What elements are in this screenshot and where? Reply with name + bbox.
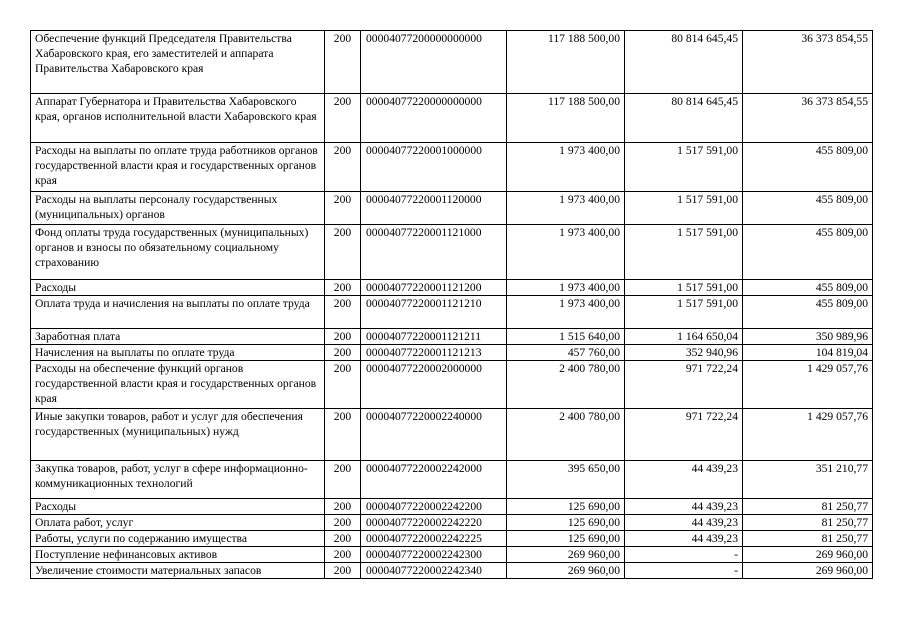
row-kbk-cell: 00004077220001121200 [361,280,507,296]
table-row [31,515,873,531]
row-executed-cell: 80 814 645,45 [625,31,743,94]
row-approved-cell: 1 515 640,00 [507,329,625,345]
row-code-cell: 200 [325,94,361,143]
row-approved-cell: 2 400 780,00 [507,361,625,409]
row-unexecuted-cell: 455 809,00 [743,143,873,192]
row-kbk-cell: 00004077220002242200 [361,499,507,515]
row-approved-cell: 1 973 400,00 [507,143,625,192]
row-name-cell: Обеспечение функций Председателя Правительства Хабаровского края, его заместителей и аппарата Правительства Хабаровского края [31,31,325,94]
row-kbk-cell: 00004077220000000000 [361,94,507,143]
row-kbk-cell: 00004077220002000000 [361,361,507,409]
row-executed-cell: 44 439,23 [625,515,743,531]
row-executed-cell: 44 439,23 [625,461,743,499]
row-unexecuted-cell: 1 429 057,76 [743,409,873,461]
table-row [31,563,873,579]
row-executed-cell: 1 164 650,04 [625,329,743,345]
row-unexecuted-cell: 36 373 854,55 [743,94,873,143]
row-name-cell: Иные закупки товаров, работ и услуг для обеспечения государственных (муниципальных) нужд [31,409,325,461]
row-name-cell: Расходы на обеспечение функций органов государственной власти края и государственных органов края [31,361,325,409]
row-name-cell: Расходы [31,499,325,515]
row-code-cell: 200 [325,225,361,280]
row-kbk-cell: 00004077220001121000 [361,225,507,280]
row-code-cell: 200 [325,192,361,225]
row-code-cell: 200 [325,547,361,563]
row-code-cell: 200 [325,345,361,361]
row-approved-cell: 125 690,00 [507,515,625,531]
row-executed-cell: 971 722,24 [625,409,743,461]
row-executed-cell: - [625,563,743,579]
row-kbk-cell: 00004077220001121213 [361,345,507,361]
table-row [31,225,873,280]
row-executed-cell: 1 517 591,00 [625,280,743,296]
row-unexecuted-cell: 351 210,77 [743,461,873,499]
row-code-cell: 200 [325,409,361,461]
row-code-cell: 200 [325,329,361,345]
row-code-cell: 200 [325,461,361,499]
table-row [31,31,873,94]
row-approved-cell: 125 690,00 [507,531,625,547]
row-code-cell: 200 [325,563,361,579]
row-name-cell: Расходы на выплаты по оплате труда работников органов государственной власти края и государственных органов края [31,143,325,192]
table-row [31,280,873,296]
row-code-cell: 200 [325,143,361,192]
row-name-cell: Расходы на выплаты персоналу государственных (муниципальных) органов [31,192,325,225]
row-unexecuted-cell: 269 960,00 [743,563,873,579]
row-unexecuted-cell: 1 429 057,76 [743,361,873,409]
row-kbk-cell: 00004077220001121210 [361,296,507,329]
table-row [31,361,873,409]
row-name-cell: Работы, услуги по содержанию имущества [31,531,325,547]
row-unexecuted-cell: 81 250,77 [743,499,873,515]
row-kbk-cell: 00004077200000000000 [361,31,507,94]
table-row [31,547,873,563]
table-row [31,143,873,192]
row-executed-cell: 1 517 591,00 [625,225,743,280]
row-approved-cell: 269 960,00 [507,563,625,579]
row-kbk-cell: 00004077220002242225 [361,531,507,547]
row-unexecuted-cell: 455 809,00 [743,296,873,329]
row-unexecuted-cell: 269 960,00 [743,547,873,563]
row-approved-cell: 1 973 400,00 [507,192,625,225]
row-kbk-cell: 00004077220002242000 [361,461,507,499]
row-unexecuted-cell: 104 819,04 [743,345,873,361]
table-row [31,296,873,329]
row-unexecuted-cell: 81 250,77 [743,515,873,531]
row-name-cell: Увеличение стоимости материальных запасов [31,563,325,579]
row-name-cell: Начисления на выплаты по оплате труда [31,345,325,361]
table-body [31,31,873,579]
row-name-cell: Оплата работ, услуг [31,515,325,531]
row-code-cell: 200 [325,31,361,94]
row-name-cell: Фонд оплаты труда государственных (муниципальных) органов и взносы по обязательному социальному страхованию [31,225,325,280]
row-name-cell: Заработная плата [31,329,325,345]
row-approved-cell: 1 973 400,00 [507,280,625,296]
row-unexecuted-cell: 81 250,77 [743,531,873,547]
row-code-cell: 200 [325,361,361,409]
row-approved-cell: 1 973 400,00 [507,296,625,329]
table-row [31,461,873,499]
row-executed-cell: - [625,547,743,563]
row-name-cell: Оплата труда и начисления на выплаты по оплате труда [31,296,325,329]
row-executed-cell: 1 517 591,00 [625,296,743,329]
row-executed-cell: 44 439,23 [625,531,743,547]
row-code-cell: 200 [325,515,361,531]
row-code-cell: 200 [325,531,361,547]
row-approved-cell: 457 760,00 [507,345,625,361]
row-approved-cell: 395 650,00 [507,461,625,499]
table-row [31,192,873,225]
row-approved-cell: 1 973 400,00 [507,225,625,280]
row-unexecuted-cell: 455 809,00 [743,225,873,280]
row-approved-cell: 117 188 500,00 [507,94,625,143]
row-approved-cell: 269 960,00 [507,547,625,563]
row-approved-cell: 117 188 500,00 [507,31,625,94]
table-row [31,94,873,143]
row-name-cell: Закупка товаров, работ, услуг в сфере информационно-коммуникационных технологий [31,461,325,499]
row-kbk-cell: 00004077220002242300 [361,547,507,563]
budget-execution-table [30,30,873,579]
row-kbk-cell: 00004077220001000000 [361,143,507,192]
row-name-cell: Поступление нефинансовых активов [31,547,325,563]
table-row [31,531,873,547]
row-executed-cell: 1 517 591,00 [625,192,743,225]
row-unexecuted-cell: 350 989,96 [743,329,873,345]
row-name-cell: Расходы [31,280,325,296]
row-name-cell: Аппарат Губернатора и Правительства Хабаровского края, органов исполнительной власти Хабаровского края [31,94,325,143]
row-approved-cell: 125 690,00 [507,499,625,515]
table-row [31,345,873,361]
row-executed-cell: 44 439,23 [625,499,743,515]
row-kbk-cell: 00004077220001120000 [361,192,507,225]
table-row [31,329,873,345]
row-executed-cell: 352 940,96 [625,345,743,361]
row-unexecuted-cell: 455 809,00 [743,280,873,296]
row-unexecuted-cell: 36 373 854,55 [743,31,873,94]
row-executed-cell: 971 722,24 [625,361,743,409]
row-code-cell: 200 [325,280,361,296]
row-kbk-cell: 00004077220002240000 [361,409,507,461]
row-unexecuted-cell: 455 809,00 [743,192,873,225]
row-executed-cell: 80 814 645,45 [625,94,743,143]
row-code-cell: 200 [325,499,361,515]
row-kbk-cell: 00004077220001121211 [361,329,507,345]
row-approved-cell: 2 400 780,00 [507,409,625,461]
table-row [31,409,873,461]
table-row [31,499,873,515]
row-kbk-cell: 00004077220002242340 [361,563,507,579]
row-kbk-cell: 00004077220002242220 [361,515,507,531]
row-code-cell: 200 [325,296,361,329]
row-executed-cell: 1 517 591,00 [625,143,743,192]
